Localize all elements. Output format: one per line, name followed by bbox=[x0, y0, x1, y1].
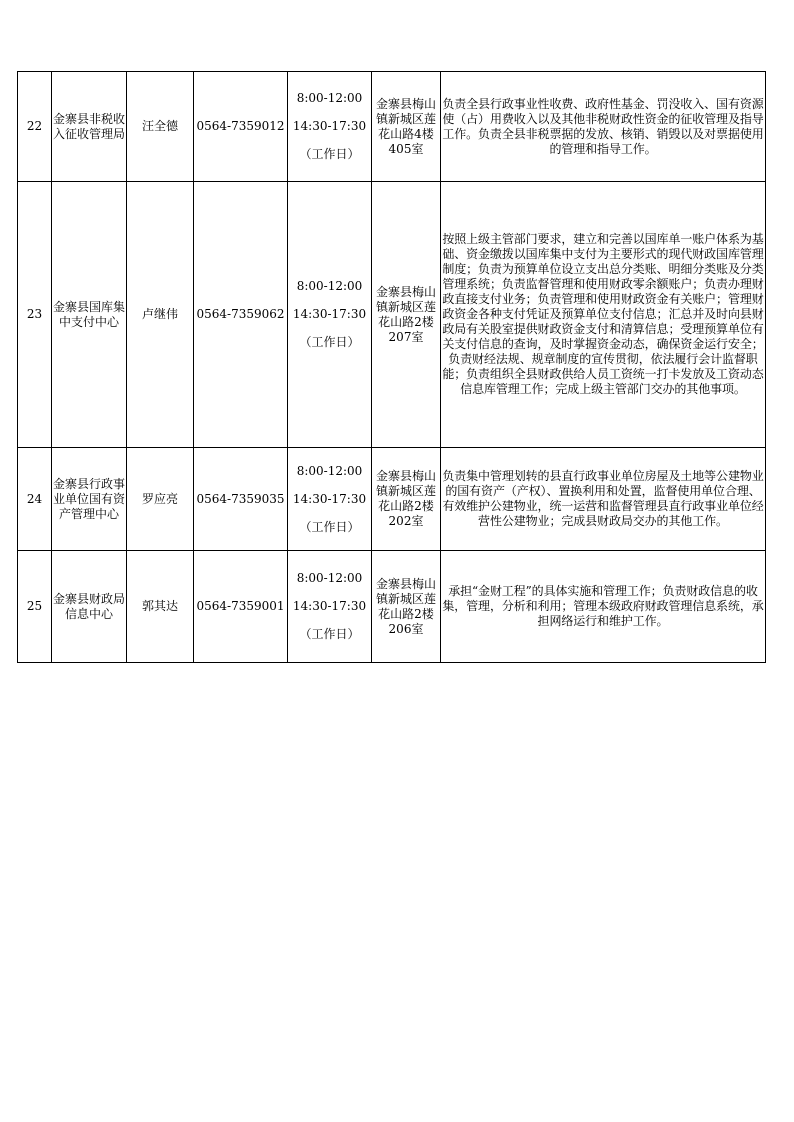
office-hours bbox=[288, 182, 372, 448]
hours-morning: 8:00-12:00 bbox=[296, 463, 363, 478]
phone-number: 0564-7359035 bbox=[194, 448, 288, 551]
office-hours bbox=[288, 448, 372, 551]
department-name: 金寨县国库集中支付中心 bbox=[52, 182, 127, 448]
department-name: 金寨县行政事业单位国有资产管理中心 bbox=[52, 448, 127, 551]
table-row bbox=[18, 72, 766, 182]
hours-morning: 8:00-12:00 bbox=[296, 571, 363, 585]
hours-morning: 8:00-12:00 bbox=[296, 279, 363, 293]
office-address: 金寨县梅山镇新城区莲花山路2楼202室 bbox=[372, 448, 441, 551]
row-number: 23 bbox=[18, 182, 52, 448]
hours-note: （工作日） bbox=[299, 335, 360, 349]
contact-person: 汪全德 bbox=[127, 72, 194, 182]
office-hours bbox=[288, 551, 372, 663]
office-address: 金寨县梅山镇新城区莲花山路2楼207室 bbox=[372, 182, 441, 448]
duty-description: 按照上级主管部门要求，建立和完善以国库单一账户体系为基础、资金缴拨以国库集中支付为主要形式的现代财政国库管理制度；负责为预算单位设立支出总分类账、明细分类账及分类管理系统；负责监督管理和使用财政零余额账户；负责办理财政直接支付业务；负责管理和使用财政资金有关账户；管理财政资金各种支付凭证及预算单位支付信息；汇总并及时向县财政局有关股室提供财政资金支付和清算信息；受理预算单位有关支付信息的查询，及时掌握资金动态，确保资金运行安全；负责财经法规、规章制度的宣传贯彻，依法履行会计监督职能；负责组织全县财政供给人员工资统一打卡发放及工资动态信息库管理工作；完成上级主管部门交办的其他事项。 bbox=[441, 182, 766, 448]
duty-description: 承担“金财工程”的具体实施和管理工作；负责财政信息的收集，管理，分析和利用；管理本级政府财政管理信息系统，承担网络运行和维护工作。 bbox=[441, 551, 766, 663]
phone-number: 0564-7359062 bbox=[194, 182, 288, 448]
department-table bbox=[17, 71, 766, 663]
duty-description: 负责全县行政事业性收费、政府性基金、罚没收入、国有资源使（占）用费收入以及其他非税财政性资金的征收管理及指导工作。负责全县非税票据的发放、核销、销毁以及对票据使用的管理和指导工作。 bbox=[441, 72, 766, 182]
row-number: 24 bbox=[18, 448, 52, 551]
hours-note: （工作日） bbox=[299, 519, 360, 534]
table-row bbox=[18, 182, 766, 448]
row-number: 22 bbox=[18, 72, 52, 182]
office-address: 金寨县梅山镇新城区莲花山路4楼405室 bbox=[372, 72, 441, 182]
department-name: 金寨县财政局信息中心 bbox=[52, 551, 127, 663]
table-row bbox=[18, 551, 766, 663]
hours-note: （工作日） bbox=[299, 627, 360, 641]
department-name: 金寨县非税收入征收管理局 bbox=[52, 72, 127, 182]
contact-person: 卢继伟 bbox=[127, 182, 194, 448]
hours-afternoon: 14:30-17:30 bbox=[292, 491, 367, 506]
contact-person: 罗应亮 bbox=[127, 448, 194, 551]
hours-note: （工作日） bbox=[299, 147, 360, 161]
table-row bbox=[18, 448, 766, 551]
office-address: 金寨县梅山镇新城区莲花山路2楼206室 bbox=[372, 551, 441, 663]
office-hours bbox=[288, 72, 372, 182]
hours-afternoon: 14:30-17:30 bbox=[292, 119, 367, 133]
hours-afternoon: 14:30-17:30 bbox=[292, 599, 367, 613]
contact-person: 郭其达 bbox=[127, 551, 194, 663]
row-number: 25 bbox=[18, 551, 52, 663]
phone-number: 0564-7359001 bbox=[194, 551, 288, 663]
hours-afternoon: 14:30-17:30 bbox=[292, 307, 367, 321]
phone-number: 0564-7359012 bbox=[194, 72, 288, 182]
duty-description: 负责集中管理划转的县直行政事业单位房屋及土地等公建物业的国有资产（产权）、置换利用和处置，监督使用单位合理、有效维护公建物业，统一运营和监督管理县直行政事业单位经营性公建物业；完成县财政局交办的其他工作。 bbox=[441, 448, 766, 551]
hours-morning: 8:00-12:00 bbox=[296, 91, 363, 105]
